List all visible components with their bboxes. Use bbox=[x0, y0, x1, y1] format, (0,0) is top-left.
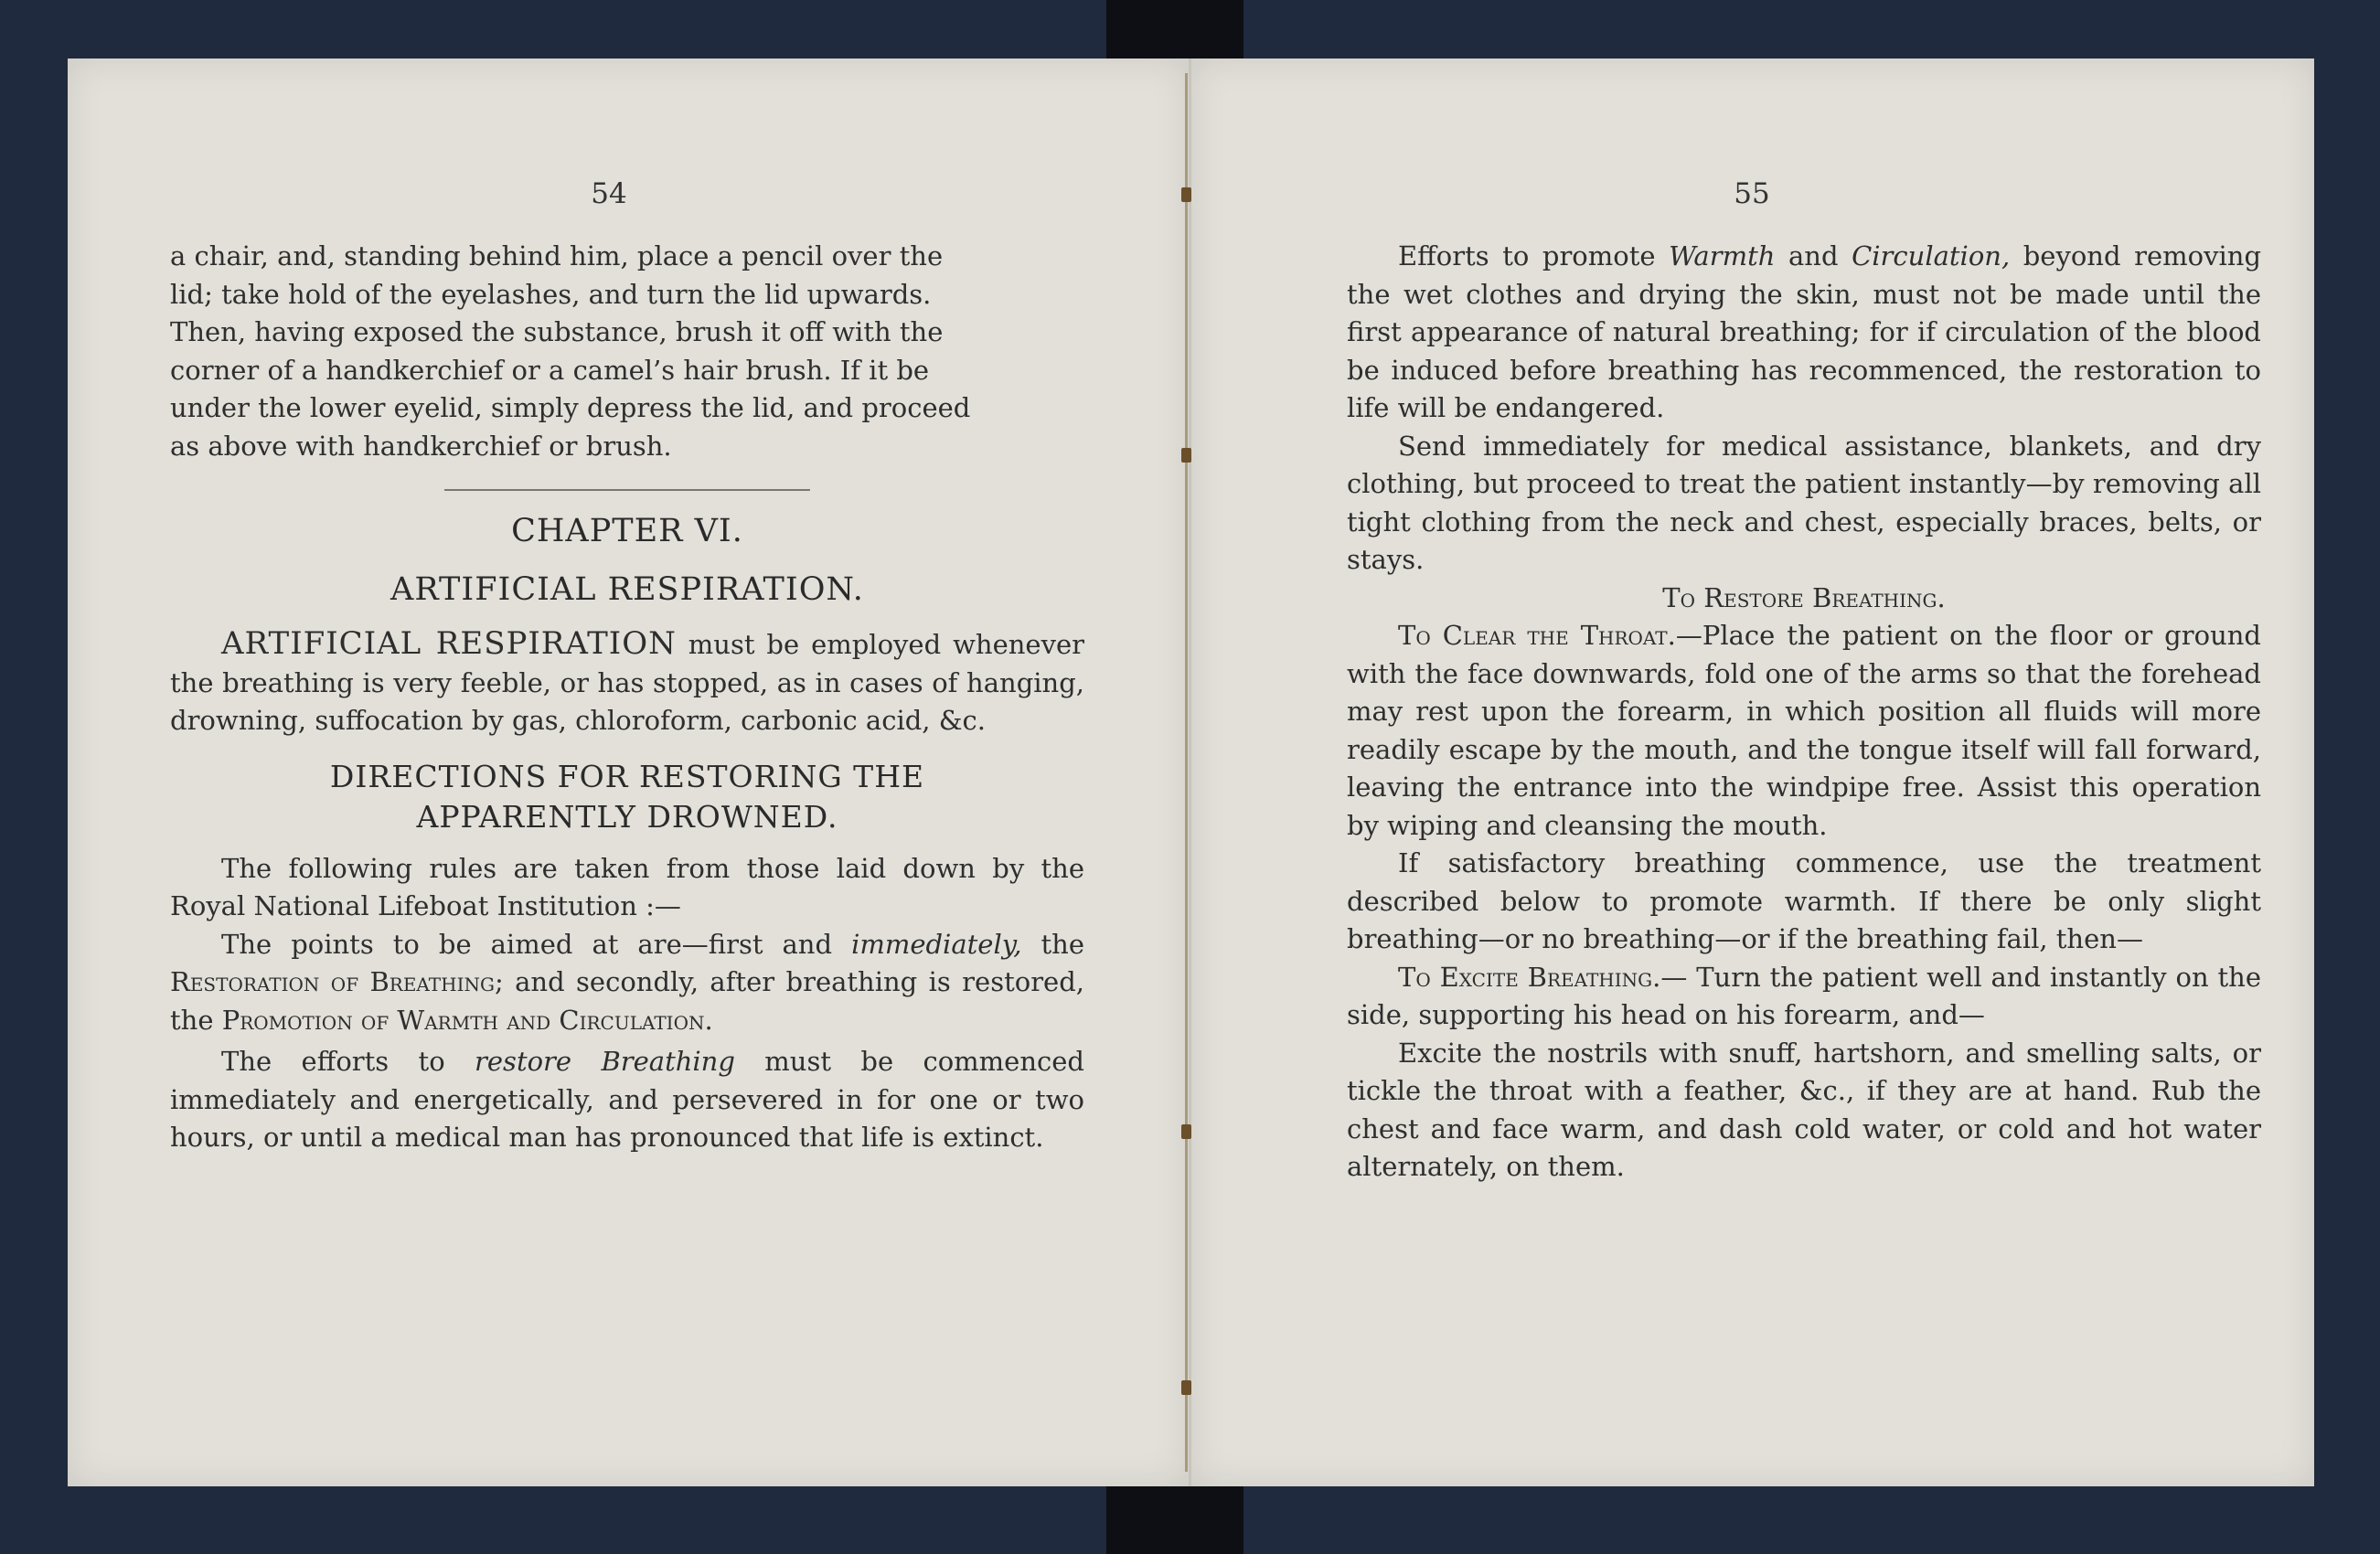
section-divider bbox=[444, 489, 810, 491]
stitch-mark bbox=[1181, 1124, 1191, 1139]
emphasis-text: restore Breathing bbox=[475, 1046, 735, 1077]
paragraph-warmth bbox=[1347, 238, 2261, 428]
paragraph-artificial-respiration bbox=[170, 625, 1084, 740]
stitch-mark bbox=[1181, 448, 1191, 463]
left-page bbox=[68, 59, 1190, 1486]
small-caps-text: To Clear the Throat. bbox=[1398, 620, 1676, 651]
paragraph-nostrils: Excite the nostrils with snuff, hartshorn, and smelling salts, or tickle the throat with a feather, &c., if they are at hand. Rub the chest and face warm, and dash cold water, or cold and hot water alternately, on them. bbox=[1347, 1037, 2261, 1182]
paragraph-efforts bbox=[170, 1043, 1084, 1157]
subheading-restore-breathing: To Restore Breathing. bbox=[1662, 581, 1946, 613]
emphasis-text: immediately, bbox=[851, 928, 1022, 960]
paragraph-excite-breathing bbox=[1347, 959, 2261, 1035]
paragraph-clear-throat bbox=[1347, 617, 2261, 845]
small-caps-text: Restoration of Breathing bbox=[170, 966, 495, 997]
paragraph-send: Send immediately for medical assistance, blankets, and dry clothing, but proceed to treat the patient instantly—by removing all tight clothing from the neck and chest, especially braces, belts, or stays. bbox=[1347, 430, 2261, 575]
chapter-heading: CHAPTER VI. bbox=[511, 513, 743, 549]
spine-top bbox=[1106, 0, 1243, 59]
chapter-title: ARTIFICIAL RESPIRATION. bbox=[390, 570, 864, 608]
text-line: a chair, and, standing behind him, place a pencil over the bbox=[170, 240, 944, 271]
emphasis-text: Circulation, bbox=[1852, 240, 2011, 271]
stitch-mark bbox=[1181, 1380, 1191, 1395]
paragraph-rules: The following rules are taken from those laid down by the Royal National Lifeboat Institution :— bbox=[170, 852, 1084, 921]
text-line: Then, having exposed the substance, brush it off with the bbox=[170, 316, 944, 347]
right-page bbox=[1189, 59, 2314, 1486]
gutter-thread bbox=[1185, 73, 1188, 1472]
paragraph-text: must be employed whenever the breathing is very feeble, or has stopped, as in cases of hanging, drowning, suffocation by gas, chloroform, carbonic acid, &c. bbox=[170, 629, 1084, 736]
text-line: under the lower eyelid, simply depress the lid, and proceed bbox=[170, 392, 971, 423]
paragraph-points bbox=[170, 926, 1084, 1040]
paragraph-text: ; and secondly, after breathing is restored, the bbox=[170, 966, 1084, 1036]
paragraph-text: . bbox=[704, 1004, 713, 1036]
text-line: lid; take hold of the eyelashes, and turn the lid upwards. bbox=[170, 278, 932, 310]
emphasis-text: Warmth bbox=[1669, 240, 1776, 271]
text-line: as above with handkerchief or brush. bbox=[170, 430, 672, 462]
paragraph-satisfactory: If satisfactory breathing commence, use the treatment described below to promote warmth. If there be only slight breathing—or no breathing—or if the breathing fail, then— bbox=[1347, 847, 2261, 954]
lead-caps: ARTIFICIAL RESPIRATION bbox=[221, 625, 677, 662]
small-caps-text: To Excite Breathing. bbox=[1398, 961, 1661, 993]
heading-line: DIRECTIONS FOR RESTORING THE bbox=[329, 758, 925, 794]
spine-bottom bbox=[1106, 1486, 1243, 1554]
directions-heading bbox=[170, 757, 1084, 837]
paragraph-text: Efforts to promote bbox=[1398, 240, 1670, 271]
paragraph-text: The points to be aimed at are—first and bbox=[221, 928, 852, 960]
paragraph-text: —Place the patient on the floor or ground with the face downwards, fold one of the arms so that the forehead may rest upon the forearm, in which position all fluids will more readily escape by the mouth, and the tongue itself will fall forward, leaving the entrance into the windpipe free. Assist this operation by wiping and cleansing the mouth. bbox=[1347, 620, 2261, 841]
small-caps-text: Promotion of Warmth and Circulation bbox=[221, 1004, 705, 1036]
paragraph-text: must be commenced immediately and energetically, and persevered in for one or two hours, or until a medical man has pronounced that life is extinct. bbox=[170, 1046, 1084, 1153]
paragraph-text: — Turn the patient well and instantly on the side, supporting his head on his forearm, and— bbox=[1347, 961, 2261, 1030]
right-page-text bbox=[1347, 238, 2261, 1187]
intro-paragraph bbox=[170, 238, 1084, 465]
paragraph-text: beyond removing the wet clothes and drying the skin, must not be made until the first appearance of natural breathing; for if circulation of the blood be induced before breathing has recommenced, the restoration to life will be endangered. bbox=[1347, 240, 2262, 423]
paragraph-text: and bbox=[1775, 240, 1852, 271]
stitch-mark bbox=[1181, 187, 1191, 202]
paragraph-text: the bbox=[1021, 928, 1084, 960]
page-number-right: 55 bbox=[1734, 177, 1770, 210]
heading-line: APPARENTLY DROWNED. bbox=[416, 798, 838, 835]
text-line: corner of a handkerchief or a camel’s hair brush. If it be bbox=[170, 354, 930, 386]
page-number-left: 54 bbox=[591, 177, 627, 210]
paragraph-text: The efforts to bbox=[221, 1046, 475, 1077]
left-page-text bbox=[170, 238, 1084, 1157]
